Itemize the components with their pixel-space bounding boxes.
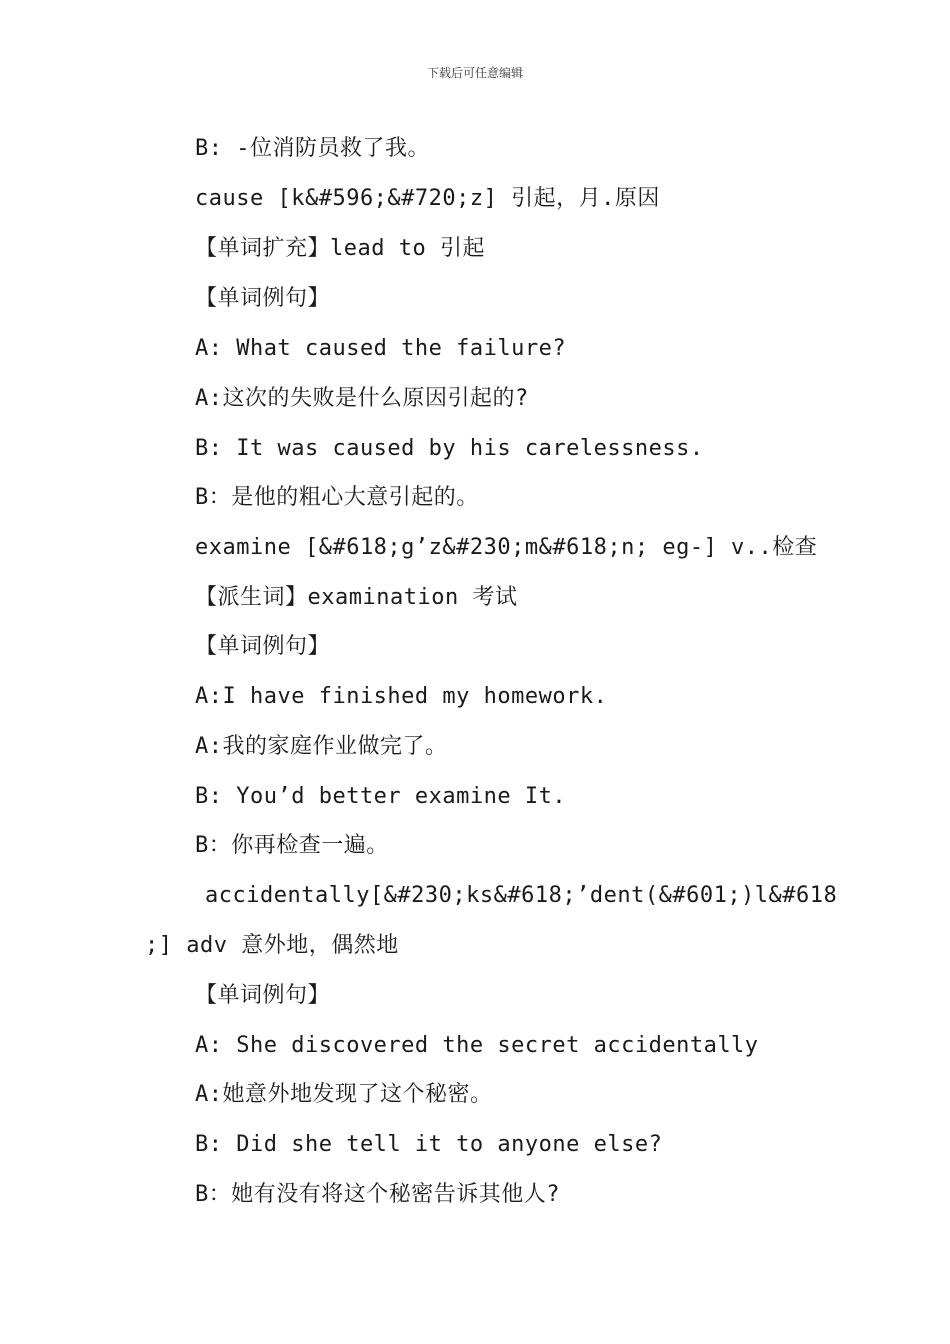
text-line: A: She discovered the secret accidentally — [195, 1033, 759, 1058]
text-line: A: What caused the failure? — [195, 336, 567, 361]
text-line: 【单词例句】 — [195, 983, 331, 1008]
text-line: B：你再检查一遍。 — [195, 833, 389, 858]
text-line: B: -位消防员救了我。 — [195, 136, 430, 161]
text-line: B: It was caused by his carelessness. — [195, 436, 704, 461]
text-line: B：是他的粗心大意引起的。 — [195, 485, 479, 510]
text-line: A:我的家庭作业做完了。 — [195, 734, 448, 759]
text-line: B: You’d better examine It. — [195, 784, 567, 809]
text-line: ;] adv 意外地，偶然地 — [145, 933, 399, 958]
text-line: A:她意外地发现了这个秘密。 — [195, 1082, 493, 1107]
text-line: B：她有没有将这个秘密告诉其他人? — [195, 1182, 560, 1207]
text-line: A:I have finished my homework. — [195, 684, 608, 709]
text-line: B: Did she tell it to anyone else? — [195, 1132, 663, 1157]
text-line: 【单词扩充】lead to 引起 — [195, 236, 485, 261]
text-line: examine [&#618;g’z&#230;m&#618;n; eg-] v..检查 — [195, 535, 818, 560]
text-line: A:这次的失败是什么原因引起的? — [195, 386, 529, 411]
text-line: accidentally[&#230;ks&#618;’dent(&#601;)l&#618 — [205, 883, 838, 908]
text-line: 【单词例句】 — [195, 286, 331, 311]
text-line: 【单词例句】 — [195, 634, 331, 659]
text-line: cause [k&#596;&#720;z] 引起，月.原因 — [195, 186, 660, 211]
page-header: 下载后可任意编辑 — [426, 66, 523, 80]
text-line: 【派生词】examination 考试 — [195, 585, 518, 610]
